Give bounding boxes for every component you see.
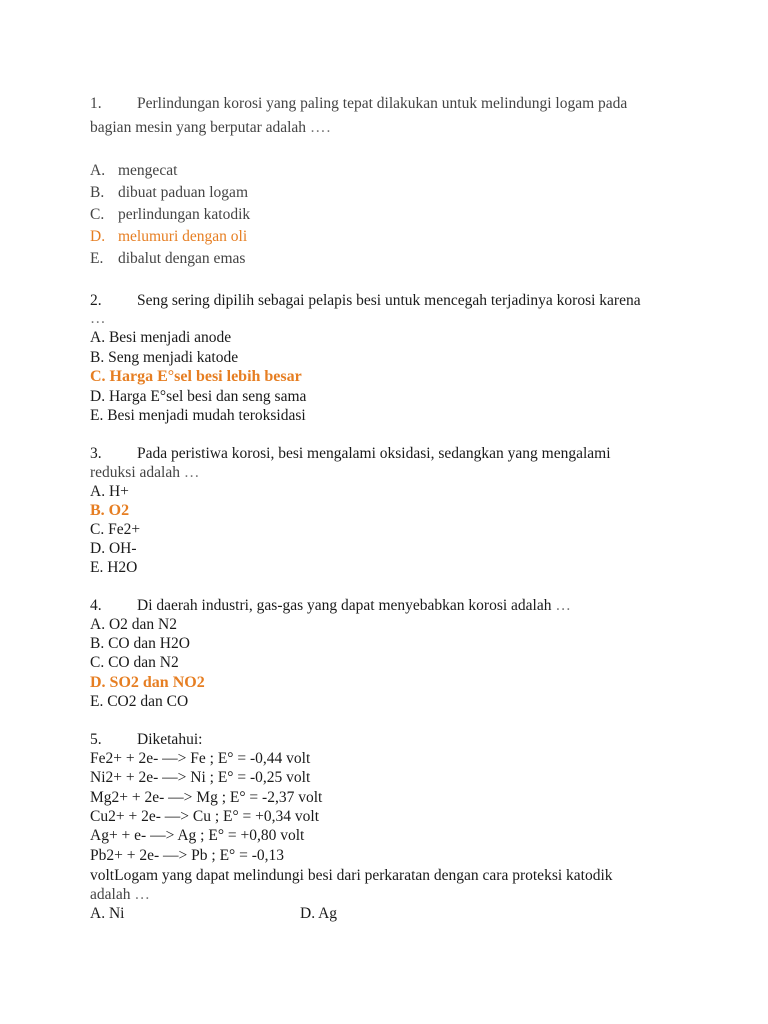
q4-ellipsis: … [555,597,572,614]
q3-number: 3. [90,445,102,462]
q1-option-c-text: perlindungan katodik [118,206,251,223]
q1-option-d-letter: D. [90,228,106,245]
q3-line1 [90,444,611,463]
q2-option-e: E. Besi menjadi mudah teroksidasi [90,407,306,424]
q3-option-d: D. OH- [90,540,137,557]
q5-reaction-1: Fe2+ + 2e- —> Fe ; E° = -0,44 volt [90,750,311,767]
q1-option-a-text: mengecat [118,162,178,179]
q4-number: 4. [90,597,102,614]
q5-reaction-3: Mg2+ + 2e- —> Mg ; E° = -2,37 volt [90,789,323,806]
q1-option-a-letter: A. [90,162,106,179]
q1-option-d-answer [90,227,247,246]
q3-text-2: reduksi adalah [90,464,180,481]
q4-option-e: E. CO2 dan CO [90,693,189,710]
q5-option-a: A. Ni [90,905,125,922]
q2-option-a: A. Besi menjadi anode [90,329,232,346]
q1-option-d-text: melumuri dengan oli [118,228,248,245]
q4-line1 [90,596,572,615]
q4-option-a: A. O2 dan N2 [90,616,177,633]
q2-option-b: B. Seng menjadi katode [90,349,239,366]
q5-reaction-2: Ni2+ + 2e- —> Ni ; E° = -0,25 volt [90,769,311,786]
q1-option-c [90,205,250,224]
q1-line2 [90,118,331,137]
q3-option-c: C. Fe2+ [90,521,141,538]
q4-option-b: B. CO dan H2O [90,635,190,652]
q5-line1 [90,730,202,749]
q1-line1 [90,94,627,113]
q1-option-c-letter: C. [90,206,105,223]
q1-number: 1. [90,95,102,112]
q5-question-line2 [90,885,151,904]
q2-option-d: D. Harga E°sel besi dan seng sama [90,388,307,405]
q1-option-b-letter: B. [90,184,105,201]
q5-option-d: D. Ag [300,905,338,922]
q5-ellipsis: … [134,886,151,903]
q3-option-a: A. H+ [90,483,129,500]
q2-text-1: Seng sering dipilih sebagai pelapis besi untuk mencegah terjadinya korosi karena [137,292,641,309]
q2-ellipsis: … [90,310,107,327]
q1-option-e-letter: E. [90,250,104,267]
q3-option-e: E. H2O [90,559,138,576]
q5-text-1: Diketahui: [137,731,203,748]
q5-reaction-5: Ag+ + e- —> Ag ; E° = +0,80 volt [90,827,305,844]
q5-number: 5. [90,731,102,748]
q5-text-2: adalah [90,886,131,903]
q4-option-d-answer: D. SO2 dan NO2 [90,674,205,691]
q1-option-e-text: dibalut dengan emas [118,250,246,267]
q3-ellipsis: … [183,464,201,481]
q2-line1 [90,291,641,310]
q1-option-e [90,249,245,268]
q3-option-b-answer: B. O2 [90,502,130,519]
q3-line2 [90,463,200,482]
q1-option-b [90,183,248,202]
q1-ellipsis: …. [309,119,332,136]
q4-text-1: Di daerah industri, gas-gas yang dapat menyebabkan korosi adalah [137,597,552,614]
q2-line2 [90,309,107,328]
q1-text-1: Perlindungan korosi yang paling tepat dilakukan untuk melindungi logam pada [137,95,628,112]
q1-option-a [90,161,177,180]
q2-option-c-answer: C. Harga E°sel besi lebih besar [90,368,302,385]
q1-text-2: bagian mesin yang berputar adalah [90,119,307,136]
q5-question-line1: voltLogam yang dapat melindungi besi dari perkaratan dengan cara proteksi katodik [90,867,613,884]
q4-option-c: C. CO dan N2 [90,654,179,671]
q3-text-1: Pada peristiwa korosi, besi mengalami oksidasi, sedangkan yang mengalami [137,445,611,462]
q5-reaction-6: Pb2+ + 2e- —> Pb ; E° = -0,13 [90,847,285,864]
q5-reaction-4: Cu2+ + 2e- —> Cu ; E° = +0,34 volt [90,808,320,825]
q1-option-b-text: dibuat paduan logam [118,184,248,201]
q2-number: 2. [90,292,102,309]
